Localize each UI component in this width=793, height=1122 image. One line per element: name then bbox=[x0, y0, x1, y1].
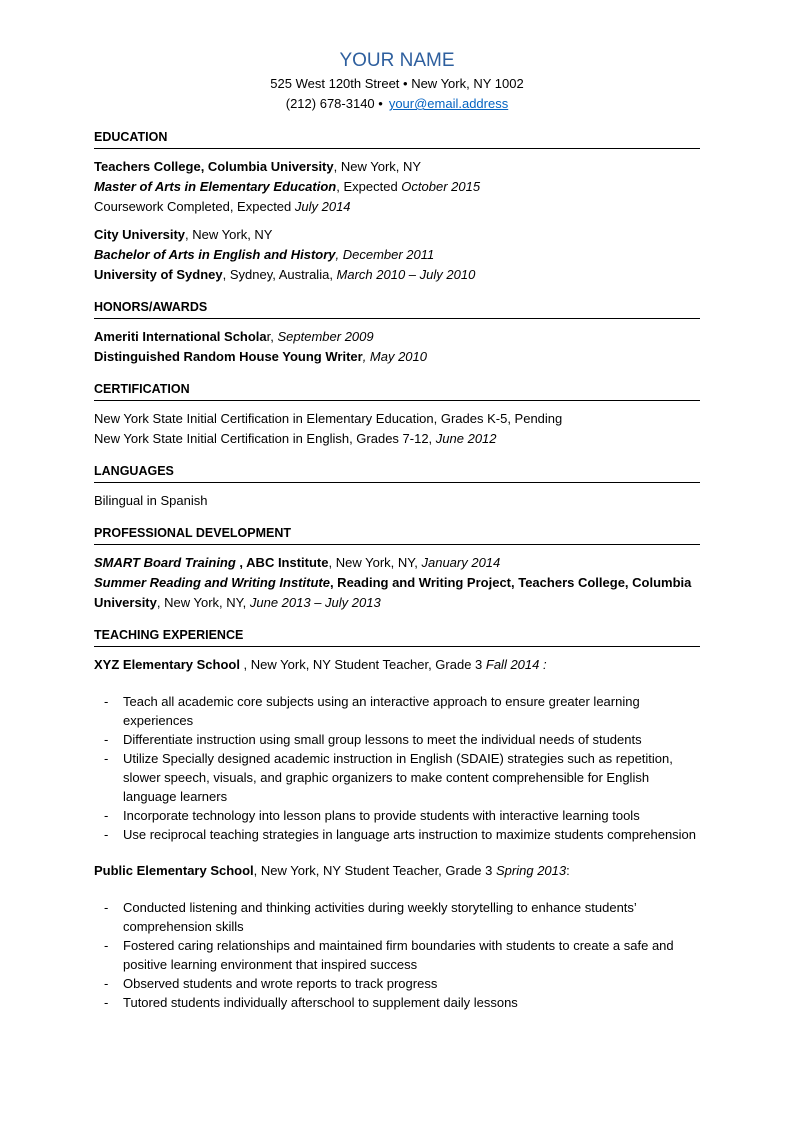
job-heading: Public Elementary School, New York, NY Student Teacher, Grade 3 Spring 2013: bbox=[94, 863, 570, 878]
education-degree: Bachelor of Arts in English and History, December 2011 bbox=[94, 247, 435, 262]
training-item: Summer Reading and Writing Institute, Reading and Writing Project, Teachers College, Columbia University, New York, NY, June 2013 – July 2013 bbox=[94, 575, 692, 610]
address-line: 525 West 120th Street • New York, NY 1002 bbox=[270, 76, 524, 91]
list-item: - Differentiate instruction using small group lessons to meet the individual needs of students bbox=[94, 730, 700, 749]
certification-item: New York State Initial Certification in English, Grades 7-12, June 2012 bbox=[94, 431, 497, 446]
section-heading: EDUCATION bbox=[94, 128, 700, 149]
professional-development-section bbox=[94, 524, 700, 613]
section-heading: HONORS/AWARDS bbox=[94, 298, 700, 319]
job-duties-list bbox=[94, 692, 700, 844]
education-section bbox=[94, 128, 700, 285]
education-school: City University, New York, NY bbox=[94, 227, 273, 242]
section-heading: TEACHING EXPERIENCE bbox=[94, 626, 700, 647]
list-item: - Use reciprocal teaching strategies in language arts instruction to maximize students comprehension bbox=[94, 825, 700, 844]
candidate-name: YOUR NAME bbox=[339, 50, 455, 71]
list-item: - Incorporate technology into lesson plans to provide students with interactive learning tools bbox=[94, 806, 700, 825]
certification-section bbox=[94, 380, 700, 449]
job-heading: XYZ Elementary School , New York, NY Student Teacher, Grade 3 Fall 2014 : bbox=[94, 657, 547, 672]
section-heading: CERTIFICATION bbox=[94, 380, 700, 401]
phone-number: (212) 678-3140 • bbox=[285, 96, 383, 111]
honor-item: Distinguished Random House Young Writer, May 2010 bbox=[94, 349, 428, 364]
list-item: - Conducted listening and thinking activities during weekly storytelling to enhance students’ comprehension skills bbox=[94, 898, 700, 936]
list-item: - Utilize Specially designed academic instruction in English (SDAIE) strategies such as repetition, slower speech, visuals, and graphic organizers to make content comprehensible for English language learners bbox=[94, 749, 700, 806]
list-item: - Fostered caring relationships and maintained firm boundaries with students to create a safe and positive learning environment that inspired success bbox=[94, 936, 700, 974]
section-heading: PROFESSIONAL DEVELOPMENT bbox=[94, 524, 700, 545]
education-school: University of Sydney, Sydney, Australia, March 2010 – July 2010 bbox=[94, 267, 476, 282]
education-degree: Master of Arts in Elementary Education, Expected October 2015 bbox=[94, 179, 481, 194]
languages-section bbox=[94, 462, 700, 511]
list-item: - Observed students and wrote reports to track progress bbox=[94, 974, 700, 993]
section-heading: LANGUAGES bbox=[94, 462, 700, 483]
honor-item: Ameriti International Scholar, September 2009 bbox=[94, 329, 374, 344]
list-item: - Tutored students individually afterschool to supplement daily lessons bbox=[94, 993, 700, 1012]
job-duties-list bbox=[94, 898, 700, 1012]
list-item: - Teach all academic core subjects using an interactive approach to ensure greater learning experiences bbox=[94, 692, 700, 730]
certification-item: New York State Initial Certification in Elementary Education, Grades K-5, Pending bbox=[94, 411, 563, 426]
resume-page bbox=[94, 48, 700, 1012]
honors-section bbox=[94, 298, 700, 367]
resume-header bbox=[94, 48, 700, 114]
education-coursework: Coursework Completed, Expected July 2014 bbox=[94, 199, 351, 214]
language-item: Bilingual in Spanish bbox=[94, 493, 208, 508]
email-link[interactable]: your@email.address bbox=[388, 96, 509, 111]
education-school: Teachers College, Columbia University, New York, NY bbox=[94, 159, 422, 174]
training-item: SMART Board Training , ABC Institute, New York, NY, January 2014 bbox=[94, 555, 501, 570]
teaching-experience-section bbox=[94, 626, 700, 1012]
contact-line bbox=[94, 94, 700, 114]
